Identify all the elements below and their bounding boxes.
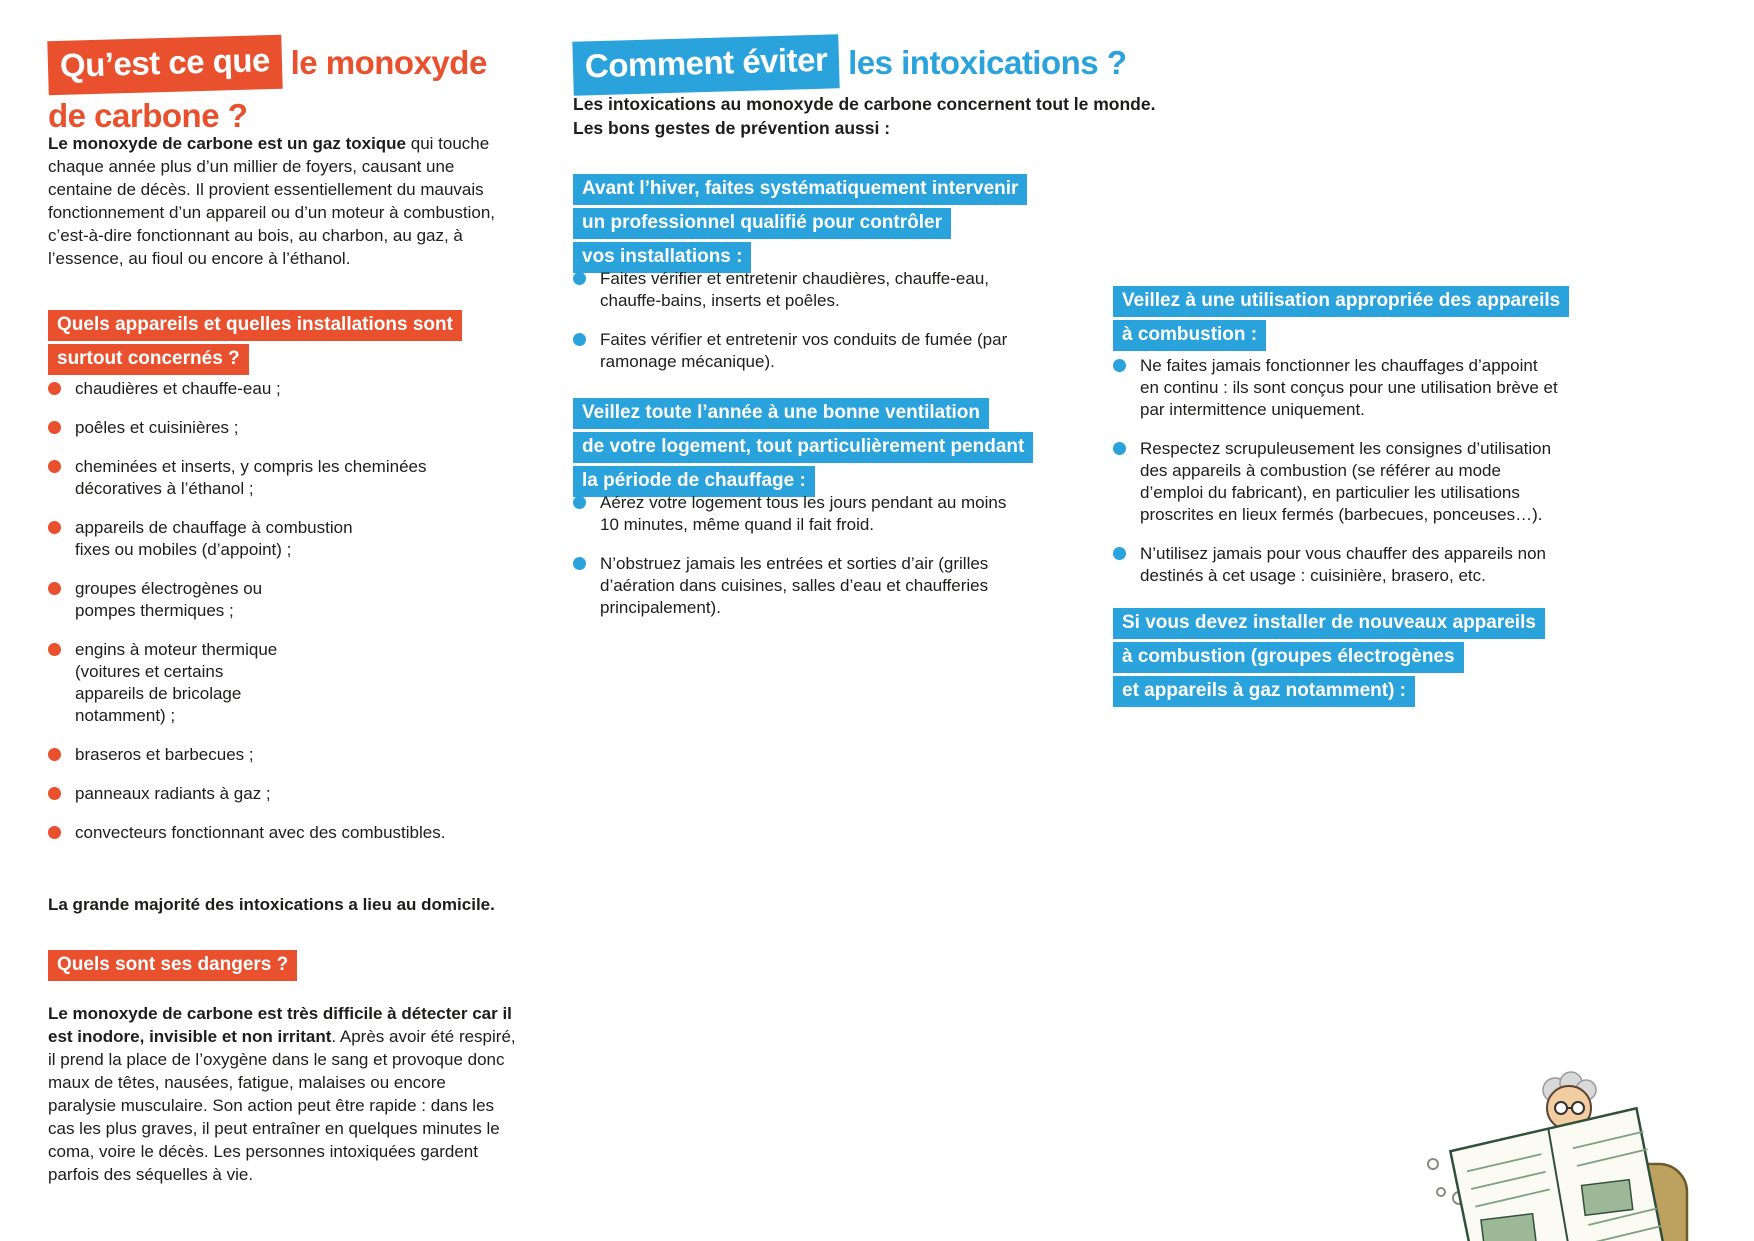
dangers-rest: . Après avoir été respiré, il prend la place de l’oxygène dans le sang et provoque donc maux de têtes, nausées, fatigue, malaises ou encore paralysie musculaire. Son action peut être rapide : dans les cas les plus graves, il peut entraîner en quelques minutes le coma, voire le décès. Les personnes intoxiquées gardent parfois des séquelles à vie. xyxy=(48,1027,516,1184)
list-item: N’utilisez jamais pour vous chauffer des appareils non destinés à cet usage : cuisinière, brasero, etc. xyxy=(1113,543,1558,587)
illustration-couple-vent xyxy=(1663,1193,1754,1241)
heading-line: surtout concernés ? xyxy=(48,344,249,375)
utilisation-list xyxy=(1113,355,1558,604)
list-item: poêles et cuisinières ; xyxy=(48,417,478,439)
list-item: Aérez votre logement tous les jours pendant au moins 10 minutes, même quand il fait froid. xyxy=(573,492,1028,536)
heading-line: Si vous devez installer de nouveaux appareils xyxy=(1113,608,1545,639)
list-item: panneaux radiants à gaz ; xyxy=(48,783,478,805)
list-item: convecteurs fonctionnant avec des combustibles. xyxy=(48,822,478,844)
glasses xyxy=(1555,1102,1567,1114)
intro-bold: Le monoxyde de carbone est un gaz toxique xyxy=(48,134,407,153)
dangers-bold: Le monoxyde de carbone est très difficile à détecter car il est inodore, invisible et non irritant xyxy=(48,1004,512,1046)
bending-woman xyxy=(1749,1220,1754,1241)
list-item: Faites vérifier et entretenir vos conduits de fumée (par ramonage mécanique). xyxy=(573,329,1013,373)
illustration-woman-reading xyxy=(1405,1068,1689,1241)
heading-line: la période de chauffage : xyxy=(573,466,815,497)
list-item: N’obstruez jamais les entrées et sorties d’air (grilles d’aération dans cuisines, salles d’eau et chaufferies principalement). xyxy=(573,553,1028,619)
list-item: groupes électrogènes ou pompes thermiques ; xyxy=(48,578,270,622)
left-title xyxy=(48,38,487,138)
heading-line: de votre logement, tout particulièrement pendant xyxy=(573,432,1033,463)
left-title-rest: le monoxyde xyxy=(281,44,487,81)
intro-line: Les bons gestes de prévention aussi : xyxy=(573,118,891,138)
list-item: engins à moteur thermique (voitures et certains appareils de bricolage notamment) ; xyxy=(48,639,293,727)
list-item: braseros et barbecues ; xyxy=(48,744,478,766)
middle-title-rest: les intoxications ? xyxy=(839,44,1127,81)
heading-line: Veillez toute l’année à une bonne ventilation xyxy=(573,398,989,429)
heading-line: vos installations : xyxy=(573,242,751,273)
heading-line: à combustion : xyxy=(1113,320,1266,351)
section-heading-nouveaux-appareils xyxy=(1113,608,1545,710)
intro-paragraph xyxy=(48,132,506,270)
heading-line: Avant l’hiver, faites systématiquement intervenir xyxy=(573,174,1027,205)
list-item: appareils de chauffage à combustion fixes ou mobiles (d’appoint) ; xyxy=(48,517,375,561)
left-title-highlight: Qu’est ce que xyxy=(47,35,282,96)
heading-line: Quels appareils et quelles installations sont xyxy=(48,310,462,341)
middle-intro xyxy=(573,92,1155,140)
intro-rest: qui touche chaque année plus d’un millier de foyers, causant une centaine de décès. Il provient essentiellement du mauvais fonctionnement d’un appareil ou d’un moteur à combustion, c’est-à-dire fonctionnant au bois, au charbon, au gaz, à l’essence, au fioul ou encore à l’éthanol. xyxy=(48,134,496,268)
majority-statement: La grande majorité des intoxications a lieu au domicile. xyxy=(48,895,495,914)
heading-line: un professionnel qualifié pour contrôler xyxy=(573,208,951,239)
list-item: chaudières et chauffe-eau ; xyxy=(48,378,478,400)
heading-line: à combustion (groupes électrogènes xyxy=(1113,642,1464,673)
dangers-paragraph xyxy=(48,1002,518,1186)
ventilation-list xyxy=(573,492,1028,636)
list-item: cheminées et inserts, y compris les cheminées décoratives à l’éthanol ; xyxy=(48,456,478,500)
section-heading-ventilation xyxy=(573,398,1033,500)
intro-line: Les intoxications au monoxyde de carbone concernent tout le monde. xyxy=(573,94,1156,114)
appareils-list xyxy=(48,378,478,861)
section-heading-utilisation xyxy=(1113,286,1569,354)
heading-line: Veillez à une utilisation appropriée des appareils xyxy=(1113,286,1569,317)
section-heading-appareils xyxy=(48,310,462,378)
left-title-line2: de carbone ? xyxy=(48,97,248,134)
section-heading-avant-hiver xyxy=(573,174,1027,276)
middle-title-highlight: Comment éviter xyxy=(572,34,840,95)
heading-line: et appareils à gaz notamment) : xyxy=(1113,676,1415,707)
list-item: Respectez scrupuleusement les consignes d’utilisation des appareils à combustion (se référer au mode d’emploi du fabricant), en particulier les utilisations proscrites en lieux fermés (barbecues, ponceuses…). xyxy=(1113,438,1558,526)
heading-line: Quels sont ses dangers ? xyxy=(48,950,297,981)
middle-title xyxy=(573,38,1126,92)
verification-list xyxy=(573,268,1013,390)
section-heading-dangers xyxy=(48,950,297,984)
list-item: Faites vérifier et entretenir chaudières, chauffe-eau, chauffe-bains, inserts et poêles. xyxy=(573,268,1013,312)
list-item: Ne faites jamais fonctionner les chauffages d’appoint en continu : ils sont conçus pour une utilisation brève et par intermittence uniquement. xyxy=(1113,355,1558,421)
